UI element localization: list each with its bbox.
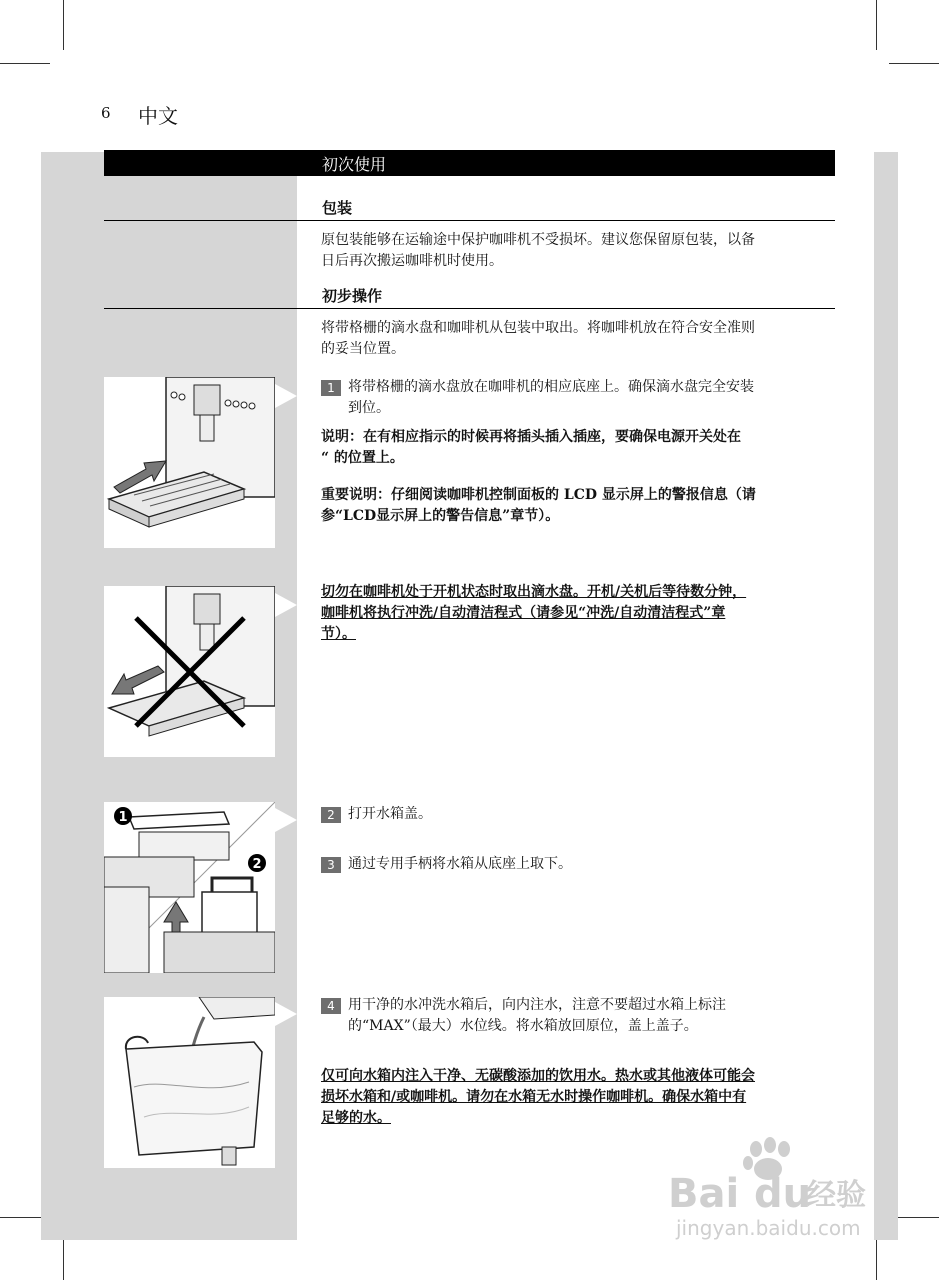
subheading-preliminary-text: 初步操作: [322, 287, 383, 305]
packaging-text: [321, 230, 835, 272]
section-title: 初次使用: [322, 155, 387, 174]
page-number: 6: [101, 104, 111, 122]
preliminary-text: [321, 318, 835, 360]
text-line: 打开水箱盖。: [348, 806, 432, 822]
figure-label-two: 2: [252, 857, 262, 872]
watermark-brand: Bai: [668, 1171, 740, 1217]
crop-mark: [63, 0, 64, 50]
watermark-brand-cn: 经验: [806, 1178, 866, 1213]
step-number: 4: [321, 998, 341, 1014]
illustration-pointer: [275, 593, 297, 617]
right-margin-bar: [874, 152, 898, 1240]
text-line: 损坏水箱和/或咖啡机。请勿在水箱无水时操作咖啡机。确保水箱中有: [321, 1089, 747, 1105]
crop-mark: [876, 0, 877, 50]
warning-drip-tray: [321, 582, 835, 645]
figure-label-one: 1: [118, 810, 128, 825]
note-lcd-alerts: [321, 485, 835, 527]
step-number: 3: [321, 857, 341, 873]
text-line: 节）。: [321, 626, 356, 642]
warning-water-quality: [321, 1066, 835, 1129]
section-title-bar: [104, 150, 835, 176]
step-number: 2: [321, 807, 341, 823]
step-3: [321, 854, 835, 875]
text-line: 将带格栅的滴水盘放在咖啡机的相应底座上。确保滴水盘完全安装: [348, 379, 754, 395]
text-line: 重要说明：仔细阅读咖啡机控制面板的 LCD 显示屏上的警报信息（请: [321, 487, 756, 503]
text-line: 切勿在咖啡机处于开机状态时取出滴水盘。开机/关机后等待数分钟，: [321, 584, 747, 600]
step-1: [321, 377, 835, 419]
text-line: 通过专用手柄将水箱从底座上取下。: [348, 856, 572, 872]
text-line: 说明：在有相应指示的时候再将插头插入插座，要确保电源开关处在: [321, 429, 741, 445]
illustration-drip-tray-insert: [104, 377, 275, 548]
step-2: [321, 804, 835, 825]
illustration-pointer: [275, 1002, 297, 1026]
text-line: 的妥当位置。: [321, 341, 405, 357]
text-line: 日后再次搬运咖啡机时使用。: [321, 253, 503, 269]
subheading-preliminary: [104, 286, 835, 309]
text-line: 到位。: [348, 400, 390, 416]
baidu-watermark: [668, 1135, 898, 1245]
text-line: 参“LCD显示屏上的警告信息”章节）。: [321, 508, 560, 524]
text-line: 足够的水。: [321, 1110, 391, 1126]
watermark-url: jingyan.baidu.com: [676, 1216, 861, 1240]
note-power-plug: [321, 427, 835, 469]
illustration-water-tank-fill: [104, 997, 275, 1168]
step-4: [321, 995, 835, 1037]
text-line: 仅可向水箱内注入干净、无碳酸添加的饮用水。热水或其他液体可能会: [321, 1068, 755, 1084]
subheading-packaging: [104, 198, 835, 221]
subheading-packaging-text: 包装: [322, 199, 353, 217]
crop-mark: [889, 63, 939, 64]
step-number: 1: [321, 380, 341, 396]
text-line: 的“MAX”（最大）水位线。将水箱放回原位，盖上盖子。: [348, 1018, 698, 1034]
text-line: “ 的位置上。: [321, 450, 404, 466]
illustration-pointer: [275, 808, 297, 832]
illustration-water-tank-remove: [104, 802, 275, 973]
page-language: 中文: [138, 104, 178, 128]
text-line: 将带格栅的滴水盘和咖啡机从包装中取出。将咖啡机放在符合安全准则: [321, 320, 755, 336]
illustration-pointer: [275, 384, 297, 408]
text-line: 咖啡机将执行冲洗/自动清洁程式（请参见“冲洗/自动清洁程式”章: [321, 605, 726, 621]
text-line: 原包装能够在运输途中保护咖啡机不受损坏。建议您保留原包装，以备: [321, 232, 755, 248]
crop-mark: [0, 63, 50, 64]
watermark-brand2: du: [754, 1171, 812, 1217]
text-line: 用干净的水冲洗水箱后，向内注水，注意不要超过水箱上标注: [348, 997, 726, 1013]
illustration-drip-tray-warning: [104, 586, 275, 757]
